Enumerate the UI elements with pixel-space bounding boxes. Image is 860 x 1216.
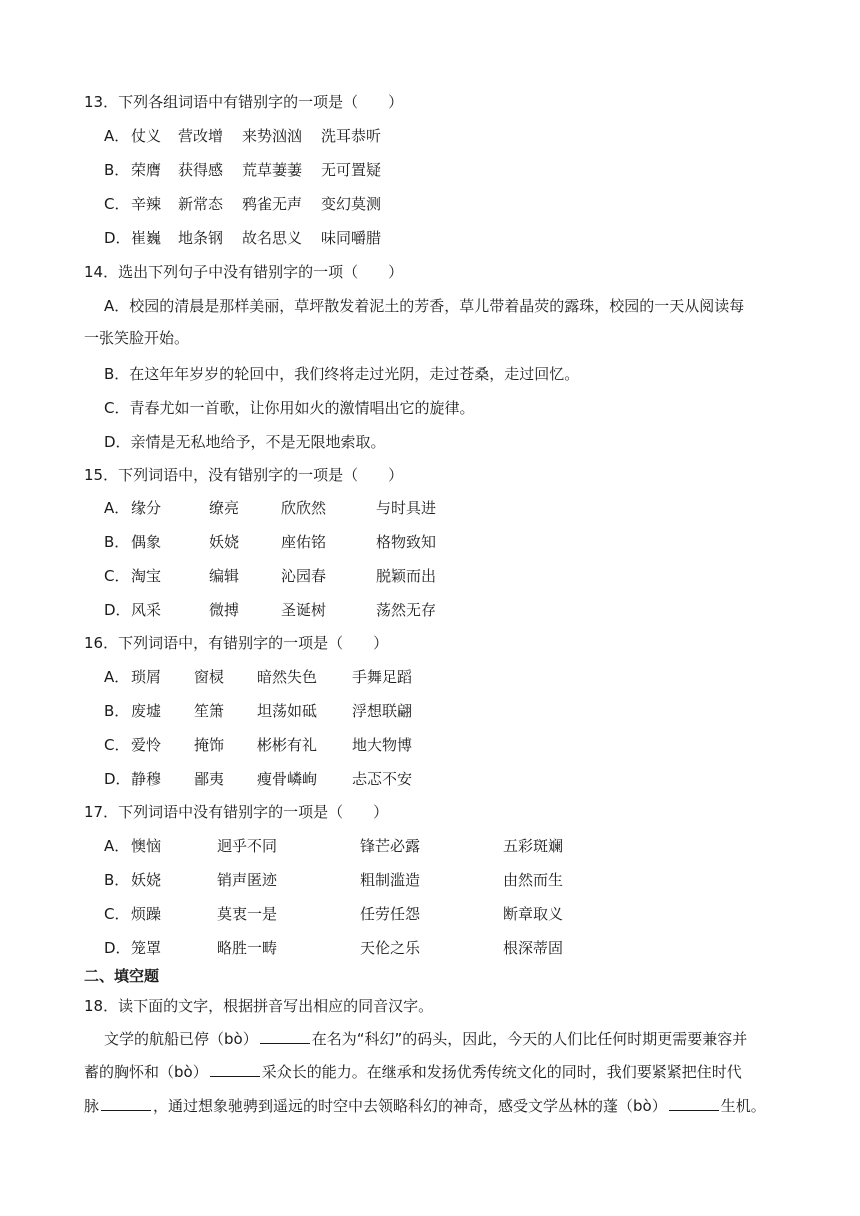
option-word: 辛辣 [131,195,162,213]
option-label: A． [104,127,130,145]
option-label: A． [104,668,130,686]
option-word: 坦荡如砥 [257,702,318,720]
option-label: C． [104,195,130,213]
answer-blank[interactable] [260,1029,310,1044]
option-word: 忐忑不安 [352,770,413,788]
option-word: 脱颖而出 [376,567,437,585]
option-word: 变幻莫测 [321,195,382,213]
q15-stem: 15．下列词语中，没有错别字的一项是（ ） [84,466,404,484]
option-label: A． [104,499,130,517]
q14-stem: 14．选出下列句子中没有错别字的一项（ ） [84,263,404,281]
option-word: 洗耳恭听 [321,127,382,145]
option-word: 任劳任怨 [360,905,421,923]
option-label: C． [104,567,130,585]
option-word: 来势汹汹 [242,127,303,145]
q16-stem: 16．下列词语中，有错别字的一项是（ ） [84,634,389,652]
option-word: 静穆 [131,770,162,788]
option-label: D． [104,939,131,957]
option-word: 手舞足蹈 [352,668,413,686]
q18-text: 采众长的能力。在继承和发扬优秀传统文化的同时，我们要紧紧把住时代 [261,1063,742,1081]
option-word: 崔巍 [131,229,162,247]
option-word: 迥乎不同 [217,837,278,855]
q18-stem: 18．读下面的文字，根据拼音写出相应的同音汉字。 [84,997,434,1015]
section-heading: 二、填空题 [84,967,160,985]
option-word: 笙箫 [194,702,225,720]
option-word: 掩饰 [194,736,225,754]
option-word: 微搏 [209,601,240,619]
option-word: 窗棂 [194,668,225,686]
q18-paragraph-line-1 [104,1029,810,1049]
option-label: C． [104,905,130,923]
option-word: 沁园春 [281,567,327,585]
option-word: 获得感 [178,161,224,179]
option-label: D． [104,601,131,619]
option-word: 莫衷一是 [217,905,278,923]
q17-stem: 17．下列词语中没有错别字的一项是（ ） [84,803,389,821]
option-word: 格物致知 [376,533,437,551]
option-word: 天伦之乐 [360,939,421,957]
option-word: 营改增 [178,127,224,145]
option-label: B． [104,871,130,889]
option-label: A． [104,837,130,855]
option-label: B． [104,702,130,720]
q13-stem: 13．下列各组词语中有错别字的一项是（ ） [84,93,404,111]
q18-text: 在名为“科幻”的码头，因此，今天的人们比任何时期更需要兼容并 [311,1030,748,1048]
option-word: 与时具进 [376,499,437,517]
option-word: 爱怜 [131,736,162,754]
option-word: 懊恼 [131,837,162,855]
option-word: 新常态 [178,195,224,213]
option-word: 缘分 [131,499,162,517]
option-word: 锋芒必露 [360,837,421,855]
option-word: 圣诞树 [281,601,327,619]
q18-paragraph-line-2 [84,1062,790,1082]
option-word: 地大物博 [352,736,413,754]
option-word: 故名思义 [242,229,303,247]
option-word: 暗然失色 [257,668,318,686]
q14-option-d: D．亲情是无私地给予，不是无限地索取。 [104,433,386,451]
option-word: 风采 [131,601,162,619]
answer-blank[interactable] [669,1096,719,1111]
q18-text: ，通过想象驰骋到遥远的时空中去领略科幻的神奇，感受文学丛林的蓬（bò） [153,1097,667,1115]
option-word: 缭亮 [209,499,240,517]
answer-blank[interactable] [101,1096,151,1111]
q14-option-b: B．在这年年岁岁的轮回中，我们终将走过光阴，走过苍桑，走过回忆。 [104,365,580,383]
option-word: 销声匿迹 [217,871,278,889]
option-word: 断章取义 [503,905,564,923]
q18-text: 脉 [84,1097,100,1115]
option-word: 由然而生 [503,871,564,889]
q14-option-a-cont: 一张笑脸开始。 [84,329,190,347]
option-word: 略胜一畴 [217,939,278,957]
option-word: 废墟 [131,702,162,720]
option-word: 仗义 [131,127,162,145]
option-word: 彬彬有礼 [257,736,318,754]
q14-option-c: C．青春尤如一首歌，让你用如火的激情唱出它的旋律。 [104,399,475,417]
q18-text: 蓄的胸怀和（bò） [84,1063,208,1081]
option-word: 浮想联翩 [352,702,413,720]
option-word: 荡然无存 [376,601,437,619]
option-word: 地条钢 [178,229,224,247]
option-word: 妖娆 [131,871,162,889]
option-word: 荣膺 [131,161,162,179]
option-word: 瘦骨嶙峋 [257,770,318,788]
option-word: 五彩斑斓 [503,837,564,855]
q18-paragraph-line-3 [84,1096,790,1116]
q18-text: 生机。 [720,1097,766,1115]
option-word: 欣欣然 [281,499,327,517]
option-word: 偶象 [131,533,162,551]
option-word: 无可置疑 [321,161,382,179]
option-word: 烦躁 [131,905,162,923]
option-label: D． [104,229,131,247]
option-word: 琐屑 [131,668,162,686]
option-label: B． [104,161,130,179]
option-word: 淘宝 [131,567,162,585]
q14-option-a: A．校园的清晨是那样美丽，草坪散发着泥土的芳香，草儿带着晶荧的露珠，校园的一天从阅读每 [104,297,745,315]
option-word: 粗制滥造 [360,871,421,889]
option-word: 根深蒂固 [503,939,564,957]
q18-text: 文学的航船已停（bò） [104,1030,258,1048]
option-word: 编辑 [209,567,240,585]
option-label: D． [104,770,131,788]
option-word: 笼罩 [131,939,162,957]
answer-blank[interactable] [210,1062,260,1077]
option-label: C． [104,736,130,754]
option-word: 鄙夷 [194,770,225,788]
option-word: 座佑铭 [281,533,327,551]
option-label: B． [104,533,130,551]
option-word: 妖娆 [209,533,240,551]
option-word: 鸦雀无声 [242,195,303,213]
option-word: 味同嚼腊 [321,229,382,247]
option-word: 荒草萋萋 [242,161,303,179]
